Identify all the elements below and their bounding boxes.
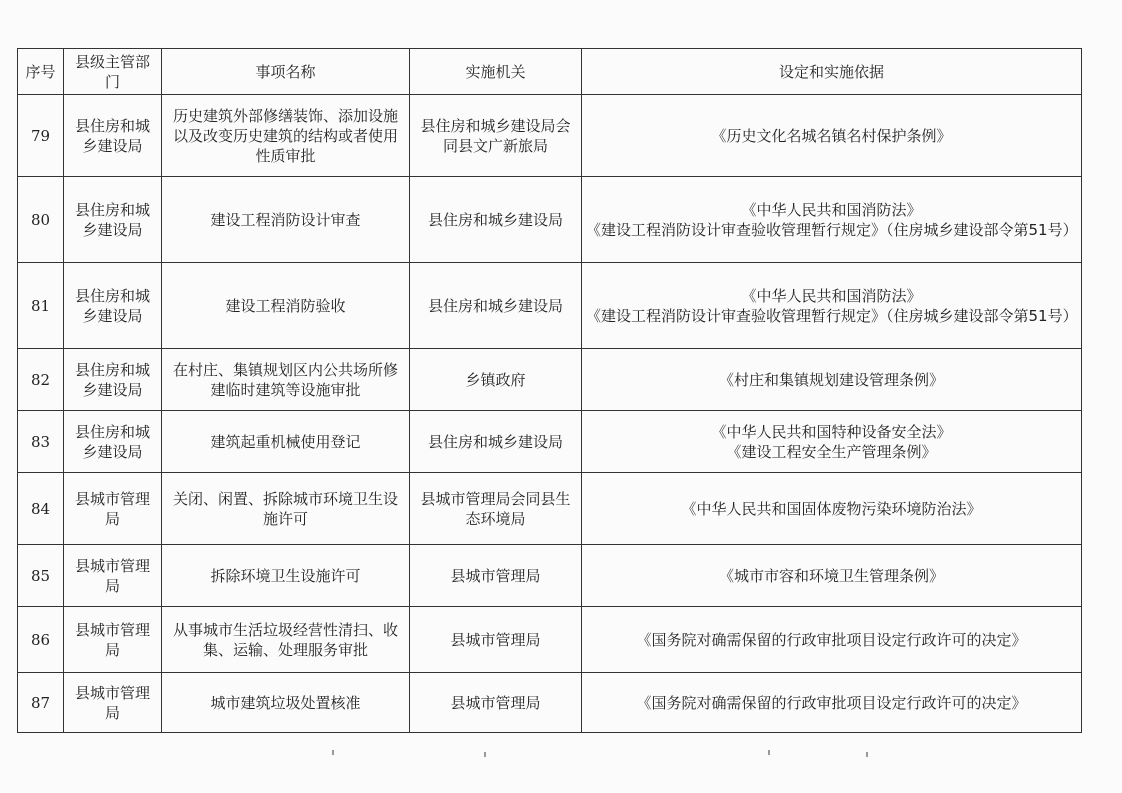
header-org: 实施机关: [410, 49, 582, 95]
row-item-name: 城市建筑垃圾处置核准: [162, 673, 410, 733]
scan-mark: [332, 750, 334, 755]
table-row: [18, 263, 1082, 349]
row-org: 县住房和城乡建设局: [410, 263, 582, 349]
basis-line: 《建设工程消防设计审查验收管理暂行规定》（住房城乡建设部令第51号）: [586, 306, 1078, 325]
row-item-name: 关闭、闲置、拆除城市环境卫生设施许可: [162, 473, 410, 545]
basis-line: 《建设工程安全生产管理条例》: [726, 442, 937, 461]
row-dept: 县住房和城乡建设局: [64, 349, 162, 411]
row-org: 县城市管理局: [410, 607, 582, 673]
row-basis: [582, 349, 1082, 411]
table-header-row: [18, 49, 1082, 95]
basis-line: 《建设工程消防设计审查验收管理暂行规定》（住房城乡建设部令第51号）: [586, 220, 1078, 239]
header-item: 事项名称: [162, 49, 410, 95]
table-row: [18, 673, 1082, 733]
row-item-name: 建设工程消防验收: [162, 263, 410, 349]
basis-line: 《国务院对确需保留的行政审批项目设定行政许可的决定》: [636, 693, 1027, 712]
row-org: 县城市管理局: [410, 545, 582, 607]
basis-line: 《中华人民共和国特种设备安全法》: [711, 422, 952, 441]
header-basis: 设定和实施依据: [582, 49, 1082, 95]
basis-line: 《中华人民共和国消防法》: [741, 200, 922, 219]
row-basis: [582, 263, 1082, 349]
row-number: 79: [18, 95, 64, 177]
basis-line: 《历史文化名城名镇名村保护条例》: [711, 126, 952, 145]
row-basis: [582, 95, 1082, 177]
row-org: 县城市管理局: [410, 673, 582, 733]
basis-line: 《中华人民共和国固体废物污染环境防治法》: [681, 499, 982, 518]
row-dept: 县住房和城乡建设局: [64, 95, 162, 177]
scan-mark: [768, 750, 770, 755]
row-org: 县住房和城乡建设局会同县文广新旅局: [410, 95, 582, 177]
table-row: [18, 95, 1082, 177]
row-item-name: 从事城市生活垃圾经营性清扫、收集、运输、处理服务审批: [162, 607, 410, 673]
basis-line: 《村庄和集镇规划建设管理条例》: [718, 370, 944, 389]
header-dept: 县级主管部门: [64, 49, 162, 95]
row-dept: 县城市管理局: [64, 545, 162, 607]
header-no: 序号: [18, 49, 64, 95]
row-org: 县住房和城乡建设局: [410, 177, 582, 263]
row-number: 81: [18, 263, 64, 349]
row-basis: [582, 545, 1082, 607]
row-dept: 县住房和城乡建设局: [64, 263, 162, 349]
row-dept: 县住房和城乡建设局: [64, 177, 162, 263]
row-org: 县城市管理局会同县生态环境局: [410, 473, 582, 545]
row-dept: 县城市管理局: [64, 473, 162, 545]
row-basis: [582, 607, 1082, 673]
scan-mark: [484, 752, 486, 757]
row-item-name: 拆除环境卫生设施许可: [162, 545, 410, 607]
row-item-name: 建设工程消防设计审查: [162, 177, 410, 263]
row-number: 85: [18, 545, 64, 607]
approval-items-table: [17, 48, 1082, 733]
row-basis: [582, 473, 1082, 545]
row-basis: [582, 411, 1082, 473]
table-row: [18, 411, 1082, 473]
table-row: [18, 349, 1082, 411]
scan-mark: [866, 752, 868, 757]
table-row: [18, 607, 1082, 673]
row-item-name: 在村庄、集镇规划区内公共场所修建临时建筑等设施审批: [162, 349, 410, 411]
row-number: 83: [18, 411, 64, 473]
table-row: [18, 545, 1082, 607]
row-number: 82: [18, 349, 64, 411]
row-item-name: 建筑起重机械使用登记: [162, 411, 410, 473]
basis-line: 《中华人民共和国消防法》: [741, 286, 922, 305]
row-org: 乡镇政府: [410, 349, 582, 411]
row-basis: [582, 177, 1082, 263]
row-number: 86: [18, 607, 64, 673]
row-number: 84: [18, 473, 64, 545]
row-number: 87: [18, 673, 64, 733]
row-dept: 县城市管理局: [64, 607, 162, 673]
row-org: 县住房和城乡建设局: [410, 411, 582, 473]
basis-line: 《城市市容和环境卫生管理条例》: [718, 566, 944, 585]
row-basis: [582, 673, 1082, 733]
basis-line: 《国务院对确需保留的行政审批项目设定行政许可的决定》: [636, 630, 1027, 649]
row-item-name: 历史建筑外部修缮装饰、添加设施以及改变历史建筑的结构或者使用性质审批: [162, 95, 410, 177]
row-number: 80: [18, 177, 64, 263]
row-dept: 县住房和城乡建设局: [64, 411, 162, 473]
table-row: [18, 473, 1082, 545]
table-row: [18, 177, 1082, 263]
row-dept: 县城市管理局: [64, 673, 162, 733]
